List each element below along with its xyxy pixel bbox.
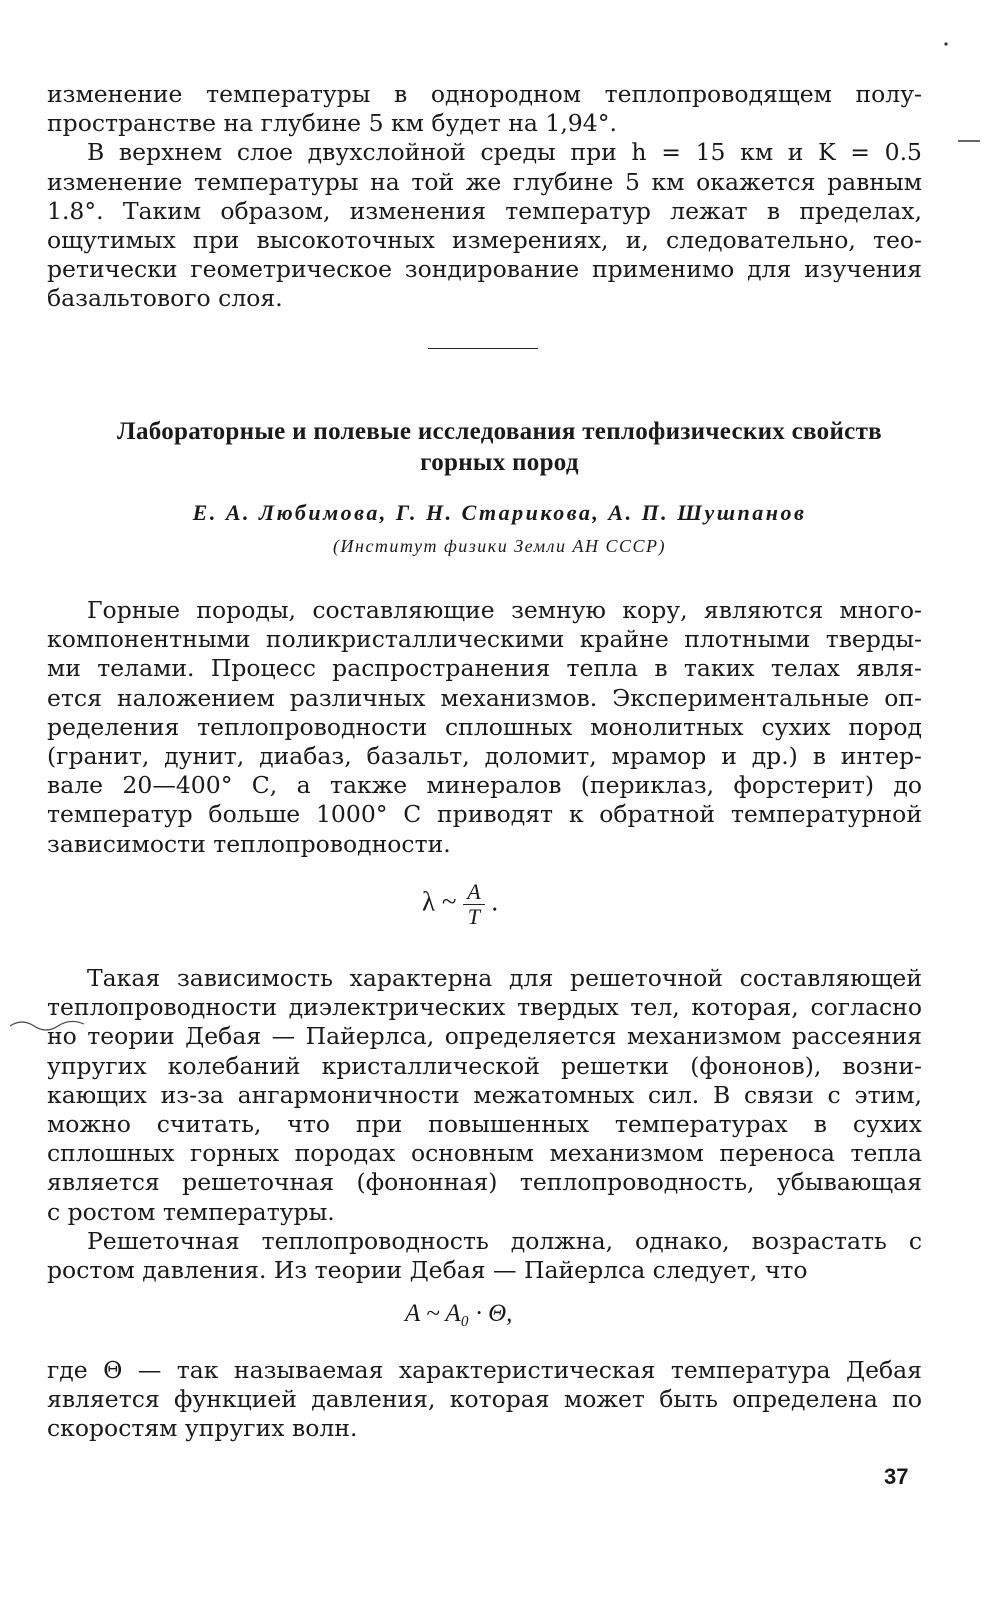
text-line: но теории Дебая — Пайерлса, определяется механизмом рассеяния (47, 1022, 922, 1051)
text-line: упругих колебаний кристаллической решетки (фононов), возни- (47, 1051, 922, 1080)
text-line: пространстве на глубине 5 км будет на 1,94°. (47, 109, 617, 138)
text-line: изменение температуры на той же глубине 5 км окажется равным (47, 167, 922, 196)
text-line: ется наложением различных механизмов. Экспериментальные оп- (47, 683, 922, 712)
text-line: ми телами. Процесс распространения тепла в таких телах явля- (47, 654, 922, 683)
text-line: базальтового слоя. (47, 284, 283, 313)
text-line: с ростом температуры. (47, 1197, 335, 1226)
text-line: Решеточная теплопроводность должна, однако, возрастать с (87, 1227, 922, 1255)
text-line: изменение температуры в однородном теплопроводящем полу- (47, 80, 922, 108)
text-line: В верхнем слое двухслойной среды при h = 15 км и K = 0.5 (87, 138, 922, 167)
article-affiliation: (Институт физики Земли АН СССР) (333, 536, 666, 556)
text-line: ретически геометрическое зондирование применимо для изучения (47, 255, 922, 284)
section-divider (428, 348, 538, 349)
formula-fraction (463, 880, 484, 929)
margin-dash (958, 138, 982, 144)
text-line: сплошных горных породах основным механизмом переноса тепла (47, 1139, 922, 1168)
text-line: Горные породы, составляющие земную кору, являются много- (87, 596, 922, 624)
text-line: скоростям упругих волн. (47, 1414, 358, 1443)
text-line: Такая зависимость характерна для решеточной составляющей (87, 964, 922, 992)
text-line: температур больше 1000° С приводят к обратной температурной (47, 800, 922, 829)
formula-tail: . (491, 886, 499, 917)
intro-paragraph (47, 80, 922, 314)
text-line: можно считать, что при повышенных температурах в сухих (47, 1110, 922, 1139)
text-line: зависимости теплопроводности. (47, 829, 451, 858)
text-line: вале 20—400° С, а также минералов (периклаз, форстерит) до (47, 771, 922, 800)
formula-numerator: A (463, 880, 484, 905)
page-number: 37 (884, 1464, 909, 1489)
formula-lambda (422, 880, 498, 929)
article-authors: Е. А. Любимова, Г. Н. Старикова, А. П. Шушпанов (192, 500, 807, 525)
text-line: ростом давления. Из теории Дебая — Пайерлса следует, что (47, 1256, 808, 1285)
formula-debye: A ~ A₀ · Θ, (405, 1300, 513, 1327)
text-line: кающих из-за ангармоничности межатомных сил. В связи с этим, (47, 1080, 922, 1109)
pencil-squiggle (8, 1016, 88, 1040)
body-paragraph-2 (47, 964, 922, 1227)
text-line: является решеточная (фононная) теплопроводность, убывающая (47, 1168, 922, 1197)
body-paragraph-1 (47, 596, 922, 859)
article-title-line-2: горных пород (420, 449, 579, 476)
text-line: ределения теплопроводности сплошных монолитных сухих пород (47, 712, 922, 741)
formula-denominator: T (467, 904, 481, 929)
text-line: 1.8°. Таким образом, изменения температур лежат в пределах, (47, 196, 922, 225)
text-line: где Θ — так называемая характеристическая температура Дебая (47, 1356, 922, 1384)
article-title-line-1: Лабораторные и полевые исследования теплофизических свойств (117, 418, 882, 445)
formula-lhs: λ ~ (422, 886, 457, 917)
margin-mark (942, 40, 950, 48)
body-paragraph-4 (47, 1356, 922, 1444)
text-line: ощутимых при высокоточных измерениях, и, следовательно, тео- (47, 226, 922, 255)
body-paragraph-3 (47, 1227, 922, 1285)
text-line: компонентными поликристаллическими крайне плотными тверды- (47, 625, 922, 654)
text-line: теплопроводности диэлектрических твердых тел, которая, согласно (47, 993, 922, 1022)
text-line: (гранит, дунит, диабаз, базальт, доломит, мрамор и др.) в интер- (47, 742, 922, 771)
text-line: является функцией давления, которая может быть определена по (47, 1385, 922, 1414)
